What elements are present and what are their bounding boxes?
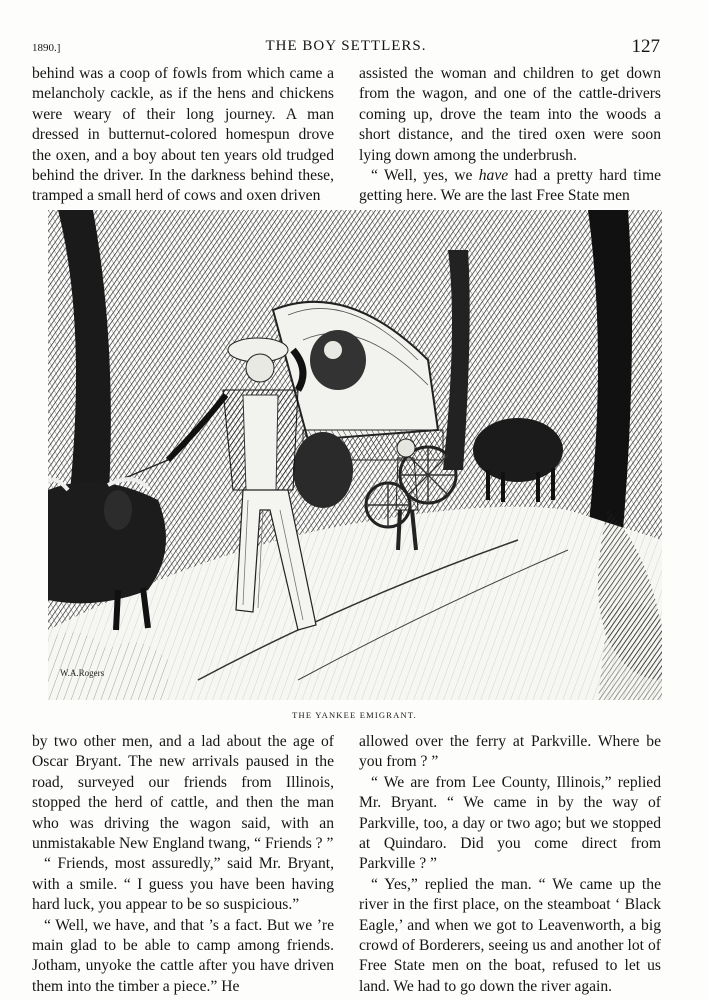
emphasis: have — [478, 167, 509, 185]
paragraph: assisted the woman and children to get down from the wagon, and one of the cattle-drivers coming up, drove the team into the woods a short distance, and the tired oxen were soon lying down among the underbrush. — [359, 65, 661, 164]
woman-in-wagon — [324, 341, 342, 359]
paragraph: behind was a coop of fowls from which came a melancholy cackle, as if the hens and chickens were weary of their long journey. A man dressed in butternut-colored homespun drove the oxen, and a boy about ten years old trudged behind the driver. In the darkness behind these, tramped a small herd of cows and oxen driven — [32, 65, 334, 205]
header-year: 1890.] — [32, 42, 61, 54]
column-bottom-left — [32, 732, 334, 997]
illustration-yankee-emigrant — [48, 210, 662, 700]
column-top-right — [359, 64, 661, 207]
illustration-caption: THE YANKEE EMIGRANT. — [292, 710, 417, 720]
ox — [293, 432, 353, 508]
engraving-illustration — [48, 210, 662, 700]
page-number: 127 — [631, 36, 660, 57]
boy-figure — [397, 439, 415, 457]
paragraph: “ Friends, most assuredly,” said Mr. Bryant, with a smile. “ I guess you have been having hard luck, you appear to be so suspicious.” — [32, 855, 334, 914]
running-header — [32, 38, 660, 60]
column-bottom-right — [359, 732, 661, 997]
paragraph: “ Yes,” replied the man. “ We came up the river in the first place, on the steamboat ‘ Black Eagle,’ and when we got to Leavenworth, a big crowd of Borderers, seeing us and another lot of Free State men on the boat, refused to let us land. We had to go down the river again. — [359, 875, 661, 995]
driver-head — [246, 354, 274, 382]
paragraph: “ We are from Lee County, Illinois,” replied Mr. Bryant. “ We came in by the way of Parkville, too, a day or two ago; but we stopped at Quindaro. Did you come direct from Parkville ? ” — [359, 773, 661, 873]
paragraph: by two other men, and a lad about the age of Oscar Bryant. The new arrivals paused in the road, surveyed our friends from Illinois, stopped the herd of cattle, and then the man who was driving the wagon said, with an unmistakable New England twang, “ Friends ? ” — [32, 733, 334, 853]
paragraph: “ Well, yes, we have had a pretty hard time getting here. We are the last Free State men — [359, 167, 661, 205]
wagon-opening — [310, 330, 366, 390]
column-top-left — [32, 64, 334, 207]
header-title: THE BOY SETTLERS. — [265, 38, 427, 54]
paragraph: allowed over the ferry at Parkville. Where be you from ? ” — [359, 733, 661, 771]
paragraph: “ Well, we have, and that ’s a fact. But we ’re main glad to be able to camp among friends. Jotham, unyoke the cattle after you have driven them into the timber a piece.” He — [32, 916, 334, 995]
artist-signature: W.A.Rogers — [60, 668, 105, 678]
